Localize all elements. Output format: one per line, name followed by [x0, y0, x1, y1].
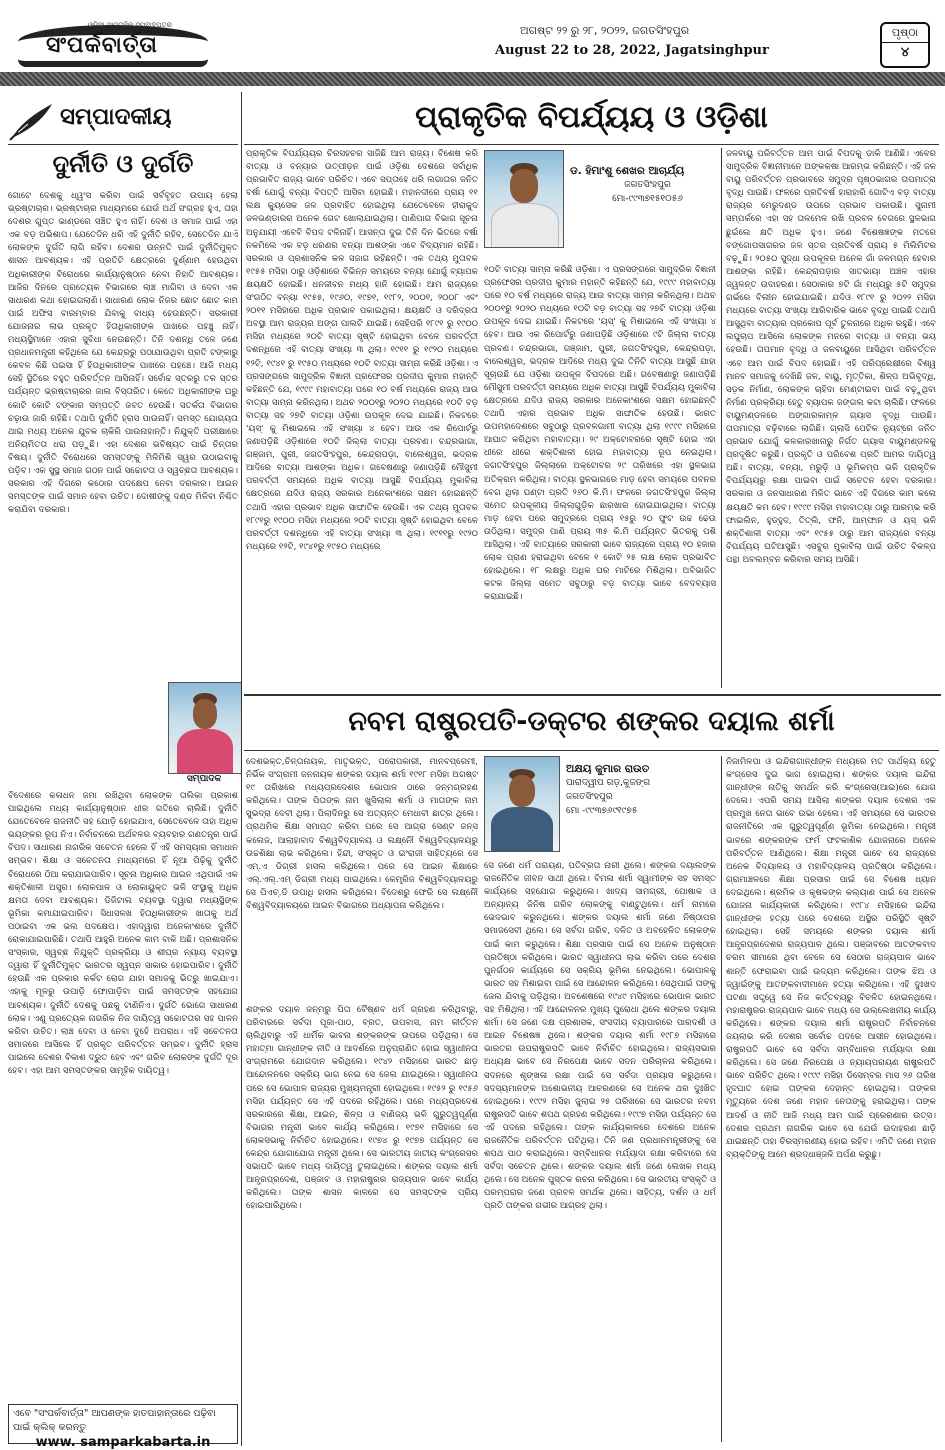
quill-pen-icon [8, 102, 58, 142]
article2-author-photo [484, 756, 560, 852]
article1-title-rule [244, 144, 939, 145]
editor-photo [168, 682, 242, 774]
article1-col-divider [721, 148, 722, 688]
article2-col1-bottom: ଶଙ୍କର ଦୟାଳ ଜନ୍ମରୁ ପିତା ବୈଷ୍ଣବ ଧର୍ମ ଗ୍ରହଣ କରିଥିବାରୁ, ପରିବାରରେ ସର୍ବଦା ପୂଜା-ପାଠ, ବ୍ରତ, ଉପବାସ, ନାମ କୀର୍ତ୍ତନ ଚାଲିଥିବାରୁ ଏହି ଧାର୍ମିକ ଭାବନା ଶଙ୍କରଙ୍କ ଉପରେ ପଡ଼ିଥିଲା। ସେ ମହାତ୍ମା ଗାନ୍ଧୀଙ୍କ ନୀତି ଓ ଆଦର୍ଶରେ ଅନୁପ୍ରାଣିତ ହୋଇ ସ୍ୱାଧୀନତା ସଂଗ୍ରାମରେ ଯୋଗଦାନ କରିଥିଲେ। ୧୯୪୨ ମସିହାରେ ଭାରତ ଛାଡ଼ ଆନ୍ଦୋଳନରେ ସକ୍ରିୟ ଭାଗ ନେଇ ସେ ଜେଲ ଯାଇଥିଲେ। ସ୍ୱାଧୀନତା ପରେ ସେ ଭୋପାଳ ରାଜ୍ୟର ମୁଖ୍ୟମନ୍ତ୍ରୀ ହୋଇଥିଲେ। ୧୯୫୨ ରୁ ୧୯୫୬ ମସିହା ପର୍ଯ୍ୟନ୍ତ ସେ ଏହି ପଦରେ ରହିଥିଲେ। ପରେ ମଧ୍ୟପ୍ରଦେଶ ସରକାରରେ ଶିକ୍ଷା, ଆଇନ, ଶିଳ୍ପ ଓ ବାଣିଜ୍ୟ ଭଳି ଗୁରୁତ୍ୱପୂର୍ଣ୍ଣ ବିଭାଗର ମନ୍ତ୍ରୀ ଭାବେ କାର୍ଯ୍ୟ କରିଥିଲେ। ୧୯୭୧ ମସିହାରେ ସେ ଲୋକସଭାକୁ ନିର୍ବାଚିତ ହୋଇଥିଲେ। ୧୯୭୪ ରୁ ୧୯୭୭ ପର୍ଯ୍ୟନ୍ତ ସେ କେନ୍ଦ୍ର ଯୋଗାଯୋଗ ମନ୍ତ୍ରୀ ଥିଲେ। ସେ ଭାରତୀୟ ଜାତୀୟ କଂଗ୍ରେସର ସଭାପତି ଭାବେ ମଧ୍ୟ ଦାୟିତ୍ୱ ତୁଲାଇଥିଲେ। ଶଙ୍କର ଦୟାଲ ଶର୍ମା ଆନ୍ଧ୍ରପ୍ରଦେଶ, ପଞ୍ଜାବ ଓ ମହାରାଷ୍ଟ୍ରର ରାଜ୍ୟପାଳ ଭାବେ କାର୍ଯ୍ୟ କରିଥିଲେ। ତାଙ୍କ ଶାସନ କାଳରେ ସେ ସମସ୍ତଙ୍କ ପ୍ରିୟ ହୋଇପାରିଥିଲେ। [246, 1005, 478, 1212]
logo-text: ସଂପର୍କବାର୍ତ୍ତା [46, 33, 158, 58]
article-natural-disaster [244, 92, 939, 692]
article-separator [244, 694, 941, 696]
page-number: ୪ [900, 45, 910, 60]
article2-col1-top: ଦେଶଭକ୍ତ,ଚିନ୍ତାନାୟକ, ମାତୃଭକ୍ତ, ପରୋପକାରୀ, ମାନବପ୍ରେମୀ, ନିର୍ଭିକ ସଂଗ୍ରାମୀ ଜନନାୟକ ଶଙ୍କର ଦୟାଲ ଶର୍ମା ୧୯୧୮ ମସିହା ଅଗଷ୍ଟ ୧୯ ତାରିଖରେ ମଧ୍ୟପ୍ରଦେଶର ଭୋପାଳ ଠାରେ ଜନ୍ମଗ୍ରହଣ କରିଥିଲେ। ତାଙ୍କ ପିତାଙ୍କ ନାମ ଖୁସିଲାଲ ଶର୍ମା ଓ ମାତାଙ୍କ ନାମ ସୁଭଦ୍ରା ଦେବୀ ଥିଲା। ପିଲାଦିନରୁ ସେ ଅତ୍ୟନ୍ତ ମେଧାବୀ ଛାତ୍ର ଥିଲେ। ପ୍ରାଥମିକ ଶିକ୍ଷା ସମାପ୍ତ କରିବା ପରେ ସେ ଆଗ୍ରା ସେଣ୍ଟ ଜନ୍ସ କଲେଜ, ଆଲାହାବାଦ ବିଶ୍ୱବିଦ୍ୟାଳୟ ଓ ଲକ୍ଷ୍ନୌ ବିଶ୍ୱବିଦ୍ୟାଳୟରୁ ଉଚ୍ଚଶିକ୍ଷା ଲାଭ କରିଥିଲେ। ହିନ୍ଦୀ, ସଂସ୍କୃତ ଓ ଇଂରାଜୀ ସାହିତ୍ୟରେ ସେ ଏମ୍.ଏ ଡିଗ୍ରୀ ହାସଲ କରିଥିଲେ। ପରେ ସେ ଆଇନ ଶିକ୍ଷାରେ ଏଲ୍.ଏଲ୍.ଏମ୍ ଡିଗ୍ରୀ ମଧ୍ୟ ପାଇଥିଲେ। କେମ୍ବ୍ରିଜ ବିଶ୍ୱବିଦ୍ୟାଳୟରୁ ସେ ପିଏଚ୍.ଡି ଉପାଧି ହାସଲ କରିଥିଲେ। ବିଦେଶରୁ ଫେରି ସେ ଲକ୍ଷ୍ନୌ ବିଶ୍ୱବିଦ୍ୟାଳୟରେ ଆଇନ ବିଭାଗରେ ଅଧ୍ୟାପନା କରିଥିଲେ। [246, 757, 478, 912]
article2-author-addr2: ଜଗତସିଂହପୁର [566, 792, 613, 802]
article1-author-name: ଡ. ହିମାଂଶୁ ଶେଖର ଆଚାର୍ଯ୍ୟ [570, 165, 685, 177]
article2-col2: ସେ ଜଣେ ଧର୍ମ ପରାୟଣ, ପତିବ୍ରତା ନାରୀ ଥିଲେ। ଶଙ୍କର ଦୟାଲଙ୍କ ରାଜନୈତିକ ଜୀବନ ସାଥୀ ଥିଲେ। ବିମଳା ଶର୍ମା ସ୍ୱାମୀଙ୍କ ସହ ସମସ୍ତ କାର୍ଯ୍ୟରେ ସହଯୋଗ କରୁଥିଲେ। ଖାଦ୍ୟ ସାମଗ୍ରୀ, ପୋଷାକ ଓ ଅନ୍ୟାନ୍ୟ ଜିନିଷ ଗରିବ ଲୋକଙ୍କୁ ବାଣ୍ଟୁଥିଲେ। ଧର୍ମ ନାମରେ ଭେଦଭାବ କରୁନଥିଲେ। ଶଙ୍କର ଦୟାଲ ଶର୍ମା ଜଣେ ନିଷ୍ଠାପର ସମାଜସେବୀ ଥିଲେ। ସେ ସର୍ବଦା ଗରିବ, ଦଳିତ ଓ ଅବହେଳିତ ଲୋକଙ୍କ ପାଇଁ କାମ କରୁଥିଲେ। ଶିକ୍ଷା ପ୍ରସାର ପାଇଁ ସେ ଅନେକ ଅନୁଷ୍ଠାନ ପ୍ରତିଷ୍ଠା କରିଥିଲେ। ଭାରତ ସ୍ୱାଧୀନତା ଲାଭ କରିବା ପରେ ଦେଶର ପୁନର୍ଗଠନ କାର୍ଯ୍ୟରେ ସେ ସକ୍ରିୟ ଭୂମିକା ନେଇଥିଲେ। ଭୋପାଳକୁ ଭାରତ ସହ ମିଶାଇବା ପାଇଁ ସେ ଆନ୍ଦୋଳନ କରିଥିଲେ। ସେଥିପାଇଁ ତାଙ୍କୁ ଜେଲ ଯିବାକୁ ପଡ଼ିଥିଲା। ଅବଶେଷରେ ୧୯୪୯ ମସିହାରେ ଭୋପାଳ ଭାରତ ସହ ମିଶିଥିଲା। ଏହି ଆନ୍ଦୋଳନର ମୁଖ୍ୟ ପୁରୋଧା ଥିଲେ ଶଙ୍କର ଦୟାଲ ଶର୍ମା। ସେ ଜଣେ ଦକ୍ଷ ପ୍ରଶାସକ, ସଂସଦୀୟ ବ୍ୟାପାରରେ ପାରଦର୍ଶୀ ଓ ଆଇନ ବିଶେଷଜ୍ଞ ଥିଲେ। ଶଙ୍କର ଦୟାଲ ଶର୍ମା ୧୯୮୭ ମସିହାରେ ଭାରତର ଉପରାଷ୍ଟ୍ରପତି ଭାବେ ନିର୍ବାଚିତ ହୋଇଥିଲେ। ରାଜ୍ୟସଭାର ଅଧ୍ୟକ୍ଷ ଭାବେ ସେ ନିରପେକ୍ଷ ଭାବେ ସଦନ ପରିଚାଳନା କରିଥିଲେ। ସଦନରେ ଶୃଙ୍ଖଳା ରକ୍ଷା ପାଇଁ ସେ ସର୍ବଦା ପ୍ରୟାସ କରୁଥିଲେ। ସଦସ୍ୟମାନଙ୍କ ଅଶୋଭନୀୟ ଆଚରଣରେ ସେ ଅନେକ ଥର ଦୁଃଖିତ ହୋଇଥିଲେ। ୧୯୯୨ ମସିହା ଜୁଲାଇ ୨୫ ତାରିଖରେ ସେ ଭାରତର ନବମ ରାଷ୍ଟ୍ରପତି ଭାବେ ଶପଥ ଗ୍ରହଣ କରିଥିଲେ। ୧୯୯୭ ମସିହା ପର୍ଯ୍ୟନ୍ତ ସେ ଏହି ପଦରେ ରହିଥିଲେ। ତାଙ୍କ କାର୍ଯ୍ୟକାଳରେ ଦେଶରେ ଅନେକ ରାଜନୈତିକ ପରିବର୍ତ୍ତନ ଘଟିଥିଲା। ତିନି ଜଣ ପ୍ରଧାନମନ୍ତ୍ରୀଙ୍କୁ ସେ ଶପଥ ପାଠ କରାଇଥିଲେ। ସମ୍ବିଧାନର ମର୍ଯ୍ୟାଦା ରକ୍ଷା କରିବାରେ ସେ ସର୍ବଦା ସଚେତନ ଥିଲେ। ଶଙ୍କର ଦୟାଲ ଶର୍ମା ଜଣେ ଲେଖକ ମଧ୍ୟ ଥିଲେ। ସେ ଅନେକ ପୁସ୍ତକ ରଚନା କରିଥିଲେ। ସେ ଭାରତୀୟ ସଂସ୍କୃତି ଓ ପରମ୍ପରାର ଜଣେ ପ୍ରବଳ ସମର୍ଥକ ଥିଲେ। ସାହିତ୍ୟ, ଦର୍ଶନ ଓ ଧର୍ମ ପ୍ରତି ତାଙ୍କର ଗଭୀର ଆଗ୍ରହ ଥିଲା। [484, 861, 716, 1212]
logo-tagline: ଓଡ଼ିଆ ସାପ୍ତାହିକ ସମ୍ବାଦପତ୍ର [88, 21, 172, 29]
article-president-sharma [244, 698, 939, 1448]
article2-author-phone: ମୋ -୯୯୩୭୬୯୧୯୭୫ [566, 806, 638, 816]
article2-author-name: ଅକ୍ଷୟ କୁମାର ରାଉତ [566, 763, 650, 775]
editor-photo-caption: ସମ୍ପାଦକ [186, 774, 222, 784]
article2-col3: ନିଜାମିଳପା ଓ ଇନ୍ଦିରାଗାନ୍ଧୀଙ୍କ ମଧ୍ୟରେ ମତ ପାର୍ଥକ୍ୟ ହେତୁ କଂଗ୍ରେସ ଦୁଇ ଭାଗ ହୋଇଥିଲା। ଶଙ୍କର ଦୟାଲ ଇନ୍ଦିରା ଗାନ୍ଧୀଙ୍କ ନାତିକୁ ସମର୍ଥନ କରି କଂଗ୍ରେସ(ଆଇ)ରେ ଯୋଗ ଦେଲେ। ଏପରି ସମୟ ଆସିଲା ଶଙ୍କର ଦୟାଳ ଦେଶର ଏକ ପ୍ରମୁଖ ନେତା ଭାବେ ଉଭା ହେଲେ। ଏହି ସମୟରେ ସେ ଭାରତର ରାଜନୀତିରେ ଏକ ଗୁରୁତ୍ୱପୂର୍ଣ୍ଣ ଭୂମିକା ନେଇଥିଲେ। ମନ୍ତ୍ରୀ ଭାବରେ ଶଙ୍କରଙ୍କ ଫର୍ମ ଫଟକାଶିକ ଯୋଜନାରେ ଅନେକ ପରିବର୍ତ୍ତନ ଆଣିଥିଲେ। ଶିକ୍ଷା ମନ୍ତ୍ରୀ ଭାବେ ସେ ରାଜ୍ୟରେ ଅନେକ ବିଦ୍ୟାଳୟ ଓ ମହାବିଦ୍ୟାଳୟ ପ୍ରତିଷ୍ଠା କରିଥିଲେ। ଗ୍ରାମାଞ୍ଚଳରେ ଶିକ୍ଷା ପ୍ରସାର ପାଇଁ ସେ ବିଶେଷ ଧ୍ୟାନ ଦେଇଥିଲେ। ଶ୍ରମିକ ଓ କୃଷକଙ୍କ କଲ୍ୟାଣ ପାଇଁ ସେ ଅନେକ ଯୋଜନା କାର୍ଯ୍ୟକାରୀ କରିଥିଲେ। ୧୯୮୪ ମସିହାରେ ଇନ୍ଦିରା ଗାନ୍ଧୀଙ୍କ ହତ୍ୟା ପରେ ଦେଶରେ ଅସ୍ଥିର ପରିସ୍ଥିତି ସୃଷ୍ଟି ହୋଇଥିଲା। ସେହି ସମୟରେ ଶଙ୍କର ଦୟାଲ ଶର୍ମା ଆନ୍ଧ୍ରପ୍ରଦେଶର ରାଜ୍ୟପାଳ ଥିଲେ। ପଞ୍ଜାବରେ ଆତଙ୍କବାଦ ଚରମ ସୀମାରେ ଥିବା ବେଳେ ସେ ସେଠାର ରାଜ୍ୟପାଳ ଭାବେ ଶାନ୍ତି ଫେରାଇବା ପାଇଁ ଉଦ୍ୟମ କରିଥିଲେ। ତାଙ୍କ ଝିଅ ଓ ଜ୍ୱାଇଁଙ୍କୁ ଆତଙ୍କବାଦୀମାନେ ହତ୍ୟା କରିଥିଲେ। ଏହି ଦୁଃଖଦ ଘଟଣା ସତ୍ତ୍ୱେ ସେ ନିଜ କର୍ତ୍ତବ୍ୟରୁ ବିଚଳିତ ହୋଇନଥିଲେ। ମହାରାଷ୍ଟ୍ରର ରାଜ୍ୟପାଳ ଭାବେ ମଧ୍ୟ ସେ ଉଲ୍ଲେଖନୀୟ କାର୍ଯ୍ୟ କରିଥିଲେ। ଶଙ୍କର ଦୟାଲ ଶର୍ମା ରାଷ୍ଟ୍ରପତି ନିର୍ବାଚନରେ ଜୟଲାଭ କରି ଦେଶର ସର୍ବୋଚ୍ଚ ପଦରେ ଆସୀନ ହୋଇଥିଲେ। ରାଷ୍ଟ୍ରପତି ଭାବେ ସେ ସର୍ବଦା ସମ୍ବିଧାନର ମର୍ଯ୍ୟାଦା ରକ୍ଷା କରିଥିଲେ। ସେ ଜଣେ ନିରପେକ୍ଷ ଓ ନ୍ୟାୟପରାୟଣ ରାଷ୍ଟ୍ରପତି ଭାବେ ପରିଚିତ ଥିଲେ। ୧୯୯୯ ମସିହା ଡିସେମ୍ବର ମାସ ୨୬ ତାରିଖ ହୃଦଘାତ ହୋଇ ତାଙ୍କର ଦେହାନ୍ତ ହୋଇଥିଲା। ତାଙ୍କର ମୃତ୍ୟୁରେ ଦେଶ ଜଣେ ମହାନ ନେତାଙ୍କୁ ହରାଇଥିଲା। ତାଙ୍କ ଆଦର୍ଶ ଓ ନୀତି ଆଜି ମଧ୍ୟ ଆମ ପାଇଁ ପ୍ରେରଣାର ଉତ୍ସ। ଦେଶର ପ୍ରଥମ ନାଗରିକ ଭାବେ ସେ ଯେଉଁ ଉଦାହରଣ ଛାଡ଼ି ଯାଇଛନ୍ତି ତାହା ଚିରସ୍ମରଣୀୟ ହୋଇ ରହିବ। ଏମିତି ଜଣେ ମହାନ ବ୍ୟକ୍ତିଙ୍କୁ ଆମେ ଶ୍ରଦ୍ଧାଞ୍ଜଳି ଅର୍ପଣ କରୁଛୁ। [726, 757, 936, 1160]
article2-author-addr1: ପାରାଦ୍ୱୀପ ଗଡ଼,କୁଜଙ୍ଗ [566, 778, 651, 788]
editorial-body-top: ଗୋଟେ ଦେଶକୁ ଧ୍ୱଂସ କରିବା ପାଇଁ ସର୍ବବୃହତ ଉପାୟ ହେଲା ଭ୍ରଷ୍ଟାଚାର। ଭ୍ରଷ୍ଟାଚାର ମାଧ୍ୟମରେ ଯେଉଁ ଅର୍ଥ ସଂଗ୍ରହ ହୁଏ, ତାହା ଦେଶର ଗୁପ୍ତ ଭାଣ୍ଡରେ ସଞ୍ଚିତ ହୁଏ ନାହିଁ। ଦେଶ ଓ ସମାଜ ପାଇଁ ଏହା ଏକ ବଡ଼ ଅଭିଶାପ। ଯେତେଦିନ ଧରି ଏହି ଦୁର୍ନୀତି ରହିବ, ସେତେଦିନ ଯାଏଁ ଲୋକଙ୍କ ଦୁର୍ଗତି ଲାଗି ରହିବ। ଦେଶର ଉନ୍ନତି ପାଇଁ ଦୁର୍ନୀତିମୁକ୍ତ ଶାସନ ଆବଶ୍ୟକ। ଏହି ପ୍ରତିଟି କ୍ଷେତ୍ରରେ ଦୁର୍ଣ୍ଣାମ ହେଉଥିବା ଅଧିକାରୀଙ୍କ ବିରୋଧରେ କାର୍ଯ୍ୟାନୁଷ୍ଠାନ ନେବା ନିହାତି ଆବଶ୍ୟକ। ଆଜିର ଦିନରେ ପ୍ରତ୍ୟେକ ବିଭାଗରେ ଲାଞ୍ଚ ମାଗିବା ଓ ଦେବା ଏକ ସାଧାରଣ କଥା ହୋଇଗଲାଣି। ସାଧାରଣ ଲୋକ ନିଜର ଛୋଟ ଛୋଟ କାମ ପାଇଁ ଅଫିସ ବାରମ୍ବାର ଯିବାକୁ ବାଧ୍ୟ ହେଉଛନ୍ତି। ସରକାରୀ ଯୋଜନାର ଲାଭ ପ୍ରକୃତ ହିତାଧିକାରୀଙ୍କ ପାଖରେ ପହଞ୍ଚୁ ନାହିଁ। ମଧ୍ୟସ୍ଥିମାନେ ଏହାର ସୁବିଧା ନେଉଛନ୍ତି। ତିନି ଦଶନ୍ଧି ତଳେ ଜଣେ ପ୍ରଧାନମନ୍ତ୍ରୀ କହିଥିଲେ ଯେ କେନ୍ଦ୍ରରୁ ପଠାଯାଉଥିବା ପ୍ରତି ଟଙ୍କାରୁ କେବଳ କିଛି ପଇସା ହିଁ ହିତାଧିକାରୀଙ୍କ ପାଖରେ ପହଞ୍ଚେ। ଆଜି ମଧ୍ୟ ସେହି ସ୍ଥିତିରେ ବହୁତ ପରିବର୍ତ୍ତନ ଆସିନାହିଁ। ସର୍ବୋଚ୍ଚ ସ୍ତରରୁ ତଳ ସ୍ତର ପର୍ଯ୍ୟନ୍ତ ଭ୍ରଷ୍ଟାଚାରର ଜାଲ ବିସ୍ତାରିତ। କେତେ ଅଧିକାରୀଙ୍କ ଘରୁ କୋଟି କୋଟି ଟଙ୍କାର ସମ୍ପତ୍ତି ଜବତ ହେଉଛି। ସତର୍କତା ବିଭାଗର ଚଢ଼ାଉ ଜାରି ରହିଛି। ତଥାପି ଦୁର୍ନୀତି ହ୍ରାସ ପାଉନାହିଁ। ସମସ୍ତ ଯୋଗ୍ୟତା ଥାଇ ମଧ୍ୟ ଅନେକ ଯୁବକ ଚାକିରି ପାଉନାହାନ୍ତି। ନିଯୁକ୍ତି ପରୀକ୍ଷାରେ ଅନିୟମିତତା ଧରା ପଡ଼ୁଛି। ଏହା ଦେଶର ଭବିଷ୍ୟତ ପାଇଁ ଚିନ୍ତାର ବିଷୟ। ଦୁର୍ନୀତି ବିରୋଧରେ ସମସ୍ତଙ୍କୁ ମିଳିମିଶି ସ୍ୱର ଉଠାଇବାକୁ ପଡ଼ିବ। ଏକ ସୁସ୍ଥ ସମାଜ ଗଠନ ପାଇଁ ସଚ୍ଚୋଟତା ଓ ସ୍ୱଚ୍ଛତା ଆବଶ୍ୟକ। ସରକାର ଏହି ଦିଗରେ କଠୋର ପଦକ୍ଷେପ ନେବା ଦରକାର। ଆଇନ ସମସ୍ତଙ୍କ ପାଇଁ ସମାନ ହେବା ଉଚିତ। ଦୋଷୀଙ୍କୁ ଦଣ୍ଡ ମିଳିବା ନିଶ୍ଚିତ କରାଯିବା ଦରକାର। [8, 191, 238, 516]
editorial-title: ଦୁର୍ନୀତି ଓ ଦୁର୍ଗତି [52, 150, 194, 178]
page-label: ପୃଷ୍ଠା [882, 24, 928, 43]
masthead [0, 0, 945, 92]
issue-date-odia: ଅଗଷ୍ଟ ୨୨ ରୁ ୨୮, ୨୦୨୨, ଜଗତସିଂହପୁର [520, 24, 690, 37]
column-divider [241, 92, 242, 1446]
article1-author-photo [484, 150, 564, 248]
article2-col-divider [721, 756, 722, 1442]
article1-title: ପ୍ରାକୃତିକ ବିପର୍ଯ୍ୟୟ ଓ ଓଡ଼ିଶା [415, 100, 768, 135]
article1-col3: ଜଳବାୟୁ ପରିବର୍ତ୍ତନ ଆମ ପାଇଁ ବିପଦକୁ ଡାକି ଆଣିଛି। ଏବେର ସାମୁଦ୍ରିକ ବିଜ୍ଞାନୀମାନେ ଅଙ୍କକଷା ଆରମ୍ଭ କରିଛନ୍ତି। ଏହି ଜଳ ବାୟୁ ପରିବର୍ତ୍ତନ ପ୍ରଭାବରେ ସମୁଦ୍ର ପୃଷ୍ଠଭାଗର ତାପମାତ୍ରା ବୃଦ୍ଧି ପାଉଛି। ଫଳରେ ପ୍ରତିବର୍ଷ ହାରାହାରି ଗୋଟିଏ ବଡ଼ ବାତ୍ୟା ରାଜ୍ୟର ମେରୁଦଣ୍ଡ ଉପରେ ପ୍ରଭାବ ପକାଉଛି। ସୁନାମୀ ସମ୍ପର୍କରେ ଏହା ସହ ତାଳମେଳ ରଖି ପ୍ରବଳ ବେଗରେ ସ୍ଥଳଭାଗ ଛୁଇଁଲେ କ୍ଷତି ଅଧିକ ହୁଏ। ଜଣେ ବିଶେଷଜ୍ଞଙ୍କ ମତରେ ବଙ୍ଗୋପସାଗରର ଜଳ ସ୍ତର ପ୍ରତିବର୍ଷ ପ୍ରାୟ ୫ ମିଲିମିଟର ବଢ଼ୁଛି। ୨୦୫୦ ସୁଦ୍ଧା ଉପକୂଳର ଅନେକ ଗାଁ ଜଳମଗ୍ନ ହେବାର ଆଶଙ୍କା ରହିଛି। କେନ୍ଦ୍ରାପଡ଼ାର ସାତଭାୟା ଅଞ୍ଚଳ ଏହାର ଜ୍ୱଳନ୍ତ ଉଦାହରଣ। ସେଠାକାର ୭ଟି ଗାଁ ମଧ୍ୟରୁ ୫ଟି ସମୁଦ୍ର ଗର୍ଭରେ ବିଲୀନ ହୋଇଯାଇଛି। ଯଦିଓ ୧୮୯୧ ରୁ ୨୦୨୨ ମସିହା ମଧ୍ୟରେ ବାତ୍ୟା ସଂଖ୍ୟା ଆରିବାରିକ ଭାବେ ବୃଦ୍ଧି ପାଇଛି ତଥାପି ଆସୁଥିବା ବାତ୍ୟାର ପ୍ରକୋପ ପୂର୍ବ ତୁଳନାରେ ଅଧିକ ରହୁଛି। ଏବେ ଲଘୁଚାପ ଆସିଲେ ଲୋକଙ୍କ ମନରେ ବାତ୍ୟା ଓ ବନ୍ୟା ଭୟ ହେଉଛି। ତାପମାନ ବୃଦ୍ଧି ଓ ଜଳବାୟୁରେ ଆସିଥିବା ପରିବର୍ତ୍ତନ ଏବେ ଆମ ପାଇଁ ବିପଦ ହୋଇଛି। ଏହି ପରିପ୍ରେକ୍ଷୀରେ ବିଶ୍ୱ ମାନବ ସମାଜକୁ ଦେଖିଛି ଜଳ, ବାୟୁ, ମୃତ୍ତିକା, ଶିଳ୍ପ ଅଭିବୃଦ୍ଧି, ସଡ଼କ ନିର୍ମାଣ, ଲୋକଙ୍କ ଚାହିଦା ମେଣ୍ଟାଇବା ପାଇଁ ବଢ଼ୁଥିବା ନିର୍ମାଣ ପ୍ରକ୍ରିୟା ହେତୁ ବ୍ୟାପକ ଜଙ୍ଗଲ କଟା ଚାଲିଛି। ଫଳରେ ବାୟୁମଣ୍ଡଳରେ ଅଙ୍ଗାରକାମ୍ଳ ଗ୍ୟାସ ବୃଦ୍ଧି ପାଉଛି। ତାପମାତ୍ରା ବଢ଼ିବାରେ ଲାଗିଛି। ଗ୍ଲାସି ପେଟିକ ନ୍ୟୁଟ୍ରେ ଜନିତ ପ୍ରଭାବ ଯୋଗୁଁ କଳକାରଖାନାରୁ ନିର୍ଗତ ଗ୍ୟାସ ବାୟୁମଣ୍ଡଳକୁ ପ୍ରଦୂଷିତ କରୁଛି। ପ୍ରକୃତି ଓ ପରିବେଶ ପ୍ରତି ଆମର ଦାୟିତ୍ୱ ଅଛି। ବାତ୍ୟା, ବନ୍ୟା, ମରୁଡ଼ି ଓ ଭୂମିକମ୍ପ ଭଳି ପ୍ରାକୃତିକ ବିପର୍ଯ୍ୟୟରୁ ରକ୍ଷା ପାଇବା ପାଇଁ ସଚେତନ ହେବା ଦରକାର। ସରକାର ଓ ଜନସାଧାରଣ ମିଳିତ ଭାବେ ଏହି ଦିଗରେ କାମ କଲେ କ୍ଷୟକ୍ଷତି କମ ହେବ। ୧୯୯୯ ମସିହା ମହାବାତ୍ୟା ଠାରୁ ଆରମ୍ଭ କରି ଫାଇଲିନ, ହୁଡ୍‌ହୁଦ, ତିତ୍‌ଲି, ଫନି, ଆମ୍ଫାନ ଓ ୟସ୍ ଭଳି ଶକ୍ତିଶାଳୀ ବାତ୍ୟା ଏବଂ ୧୯୫୫ ଠାରୁ ଆମ ରାଜ୍ୟରେ ବନ୍ୟା ବିପର୍ଯ୍ୟୟ ଘଟିଆସୁଛି। ଏସବୁର ମୁକାବିଲା ପାଇଁ ଉଚିତ ବିକଳ୍ପ ପନ୍ଥା ଅବଲମ୍ବନ କରିବାର ସମୟ ଆସିଛି। [726, 149, 936, 565]
editorial-label: ସମ୍ପାଦକୀୟ [60, 104, 172, 130]
article2-title: ନବମ ରାଷ୍ଟ୍ରପତି-ଡକ୍ଟର ଶଙ୍କର ଦୟାଲ ଶର୍ମା [348, 706, 835, 737]
article1-author-box [484, 150, 724, 260]
article1-author-phone: ମୋ-୯୯୩୭୧୫୧୦୫୬ [612, 194, 683, 204]
article1-author-place: ଜଗତସିଂହପୁର [624, 180, 671, 190]
article2-author-box [484, 756, 724, 856]
issue-date-english: August 22 to 28, 2022, Jagatsinghpur [495, 43, 769, 58]
masthead-band [0, 72, 945, 86]
editorial-header-rule [8, 144, 238, 145]
editorial-body-bottom: ବିଦେଶରେ କଳାଧନ ଜମା ରଖିଥିବା ଲୋକଙ୍କ ତାଲିକା ପ୍ରକାଶ ପାଇଥିଲେ ମଧ୍ୟ କାର୍ଯ୍ୟାନୁଷ୍ଠାନ ଧୀର ଗତିରେ ଚାଲିଛି। ଦୁର୍ନୀତି ଯେତେବେଳେ ରାଜନୀତି ସହ ଯୋଡ଼ି ହୋଇଯାଏ, ସେତେବେଳେ ତାହା ଅଧିକ ଭୟଙ୍କର ରୂପ ନିଏ। ନିର୍ବାଚନରେ ଅର୍ଥବଳର ବ୍ୟବହାର ଗଣତନ୍ତ୍ର ପାଇଁ ବିପଦ। ସାଧାରଣ ନାଗରିକ ସଚେତନ ହେଲେ ହିଁ ଏହି ସମସ୍ୟାର ସମାଧାନ ସମ୍ଭବ। ଶିକ୍ଷା ଓ ସଚେତନତା ମାଧ୍ୟମରେ ହିଁ ନୂଆ ପିଢ଼ିକୁ ଦୁର୍ନୀତି ବିରୋଧରେ ଠିଆ କରାଯାଇପାରିବ। ସୂଚନା ଅଧିକାର ଆଇନ ଏଥିପାଇଁ ଏକ ଶକ୍ତିଶାଳୀ ଅସ୍ତ୍ର। ଲୋକପାଳ ଓ ଲୋକାୟୁକ୍ତ ଭଳି ସଂସ୍ଥାକୁ ଅଧିକ କ୍ଷମତା ଦେବା ଆବଶ୍ୟକ। ଡିଜିଟାଲ ବ୍ୟବସ୍ଥା ଦ୍ୱାରା ମଧ୍ୟସ୍ଥିଙ୍କ ଭୂମିକା କମାଯାଇପାରିବ। ସିଧାସଳଖ ହିତାଧିକାରୀଙ୍କ ଖାତାକୁ ଅର୍ଥ ପଠାଇବା ଏକ ଭଲ ପଦକ୍ଷେପ। ଏହାଦ୍ୱାରା ଅନେକାଂଶରେ ଦୁର୍ନୀତି ରୋକାଯାଇପାରିଛି। ତଥାପି ଆହୁରି ଅନେକ କାମ ବାକି ଅଛି। ପ୍ରଶାସନିକ ସଂସ୍କାର, ସ୍ୱଚ୍ଛ ନିଯୁକ୍ତି ପ୍ରକ୍ରିୟା ଓ ଶୀଘ୍ର ନ୍ୟାୟ ବ୍ୟବସ୍ଥା ଦ୍ୱାରା ହିଁ ଦୁର୍ନୀତିମୁକ୍ତ ଭାରତର ସ୍ୱପ୍ନ ସାକାର ହୋଇପାରିବ। ଦୁର୍ନୀତି ହେଉଛି ଏକ ପ୍ରକାର କର୍କଟ ରୋଗ ଯାହା ସମାଜକୁ ଭିତରୁ ଖାଇଯାଏ। ଏହାକୁ ମୂଳରୁ ଉପାଡ଼ି ଫୋପାଡ଼ିବା ପାଇଁ ସମସ୍ତଙ୍କ ସହଯୋଗ ଆବଶ୍ୟକ। ଦୁର୍ନୀତି ଦେଶକୁ ପଛକୁ ଟାଣିନିଏ। ଦୁର୍ଗତି ଭୋଗେ ସାଧାରଣ ଲୋକ। ଏଣୁ ପ୍ରତ୍ୟେକ ନାଗରିକ ନିଜ ଦାୟିତ୍ୱ ସଚ୍ଚୋଟତାର ସହ ପାଳନ କରିବା ଉଚିତ। ଲାଞ୍ଚ ଦେବା ଓ ନେବା ଦୁହେଁ ଅପରାଧ। ଏହି ସଚେତନତା ସମାଜରେ ଆସିଲେ ହିଁ ପ୍ରକୃତ ପରିବର୍ତ୍ତନ ସମ୍ଭବ। ଦୁର୍ନୀତି ହ୍ରାସ ପାଇଲେ ଦେଶର ବିକାଶ ଦ୍ରୁତ ହେବ ଏବଂ ଗରିବ ଲୋକଙ୍କ ଦୁର୍ଗତି ଦୂର ହେବ। ଏହା ଆମ ସମସ୍ତଙ୍କର ସାମୂହିକ ଦାୟିତ୍ୱ। [8, 791, 238, 1076]
article1-col1: ପ୍ରାକୃତିକ ବିପର୍ଯ୍ୟୟର ଚିରସହଚର ସାଜିଛି ଆମ ରାଜ୍ୟ। ବିଶେଷ କରି ବାତ୍ୟା ଓ ବନ୍ୟାର ଉତ୍ପୀଡ଼ନ ପାଇଁ ଓଡ଼ିଶା ଦେଶରେ ସର୍ବାଧିକ ପ୍ରଭାବିତ ରାଜ୍ୟ ଭାବେ ପରିଚିତ। ଏବେ ସପ୍ତାହେ ଧରି ଲଗାତାର ଜନିତ ବର୍ଷା ଯୋଗୁଁ ବନ୍ୟା ବିପତ୍ତି ଆସିବା ହୋଇଛି। ମହାନଦୀରେ ପ୍ରାୟ ୧୧ ଲକ୍ଷ କ୍ୟୁସେକ ଜଳ ପ୍ରବାହିତ ହୋଇଥିଲା ଯେତେବେଳେ ହୀରାକୁଦ ଜଳଭଣ୍ଡାରର ଅନେକ ଗେଟ ଖୋଲାଯାଇଥିଲା। ପାଣିପାଗ ବିଭାଗ ସୂଚନା ଅନୁଯାୟୀ ଏବେବି ବିପଦ ଟଳିନାହିଁ। ଆସନ୍ତା ଦୁଇ ତିନି ଦିନ ଭିତରେ ବର୍ଷା ନକମିଲେ ଏକ ବଡ଼ ଧରଣର ବନ୍ୟା ଆଶଙ୍କା ଏବେ ବିଦ୍ୟମାନ ରହିଛି। ସରକାର ଓ ପ୍ରଶାସନିକ କଳ ସଜାଗ ରହିଛନ୍ତି। ଏକ ତଥ୍ୟ ମୁତାବକ ୧୯୫୫ ମସିହା ଠାରୁ ଓଡ଼ିଶାରେ ବିଭିନ୍ନ ସମୟରେ ବନ୍ୟା ଯୋଗୁଁ ବ୍ୟାପକ କ୍ଷୟକ୍ଷତି ହୋଇଛି। ଧନଜୀବନ ମଧ୍ୟ ହାନି ହୋଇଛି। ଆମ ରାଜ୍ୟରେ ସଂଗଠିତ ବନ୍ୟା ୧୯୫୫, ୧୯୬୦, ୧୯୭୧, ୧୯୮୨, ୨୦୦୧, ୨୦୦୮ ଏବଂ ୨୦୧୧ ମସିହାରେ ଅଧିକ ପ୍ରଭାବ ପକାଇଥିଲା। କ୍ଷୟକ୍ଷତି ଓ ଦରିଦ୍ରତା ଅବସ୍ଥା ଆମ ରାଜ୍ୟର ଅଙ୍ଗ ପାଲଟି ଯାଇଛି। ସେହିପରି ୧୮୯୧ ରୁ ୧୯୦୦ ମସିହା ମଧ୍ୟରେ ୨୦ଟି ବାତ୍ୟା ସୃଷ୍ଟି ହୋଇଥିବା ବେଳେ ପରବର୍ତ୍ତୀ ଦଶନ୍ଧିରେ ଏହି ବାତ୍ୟା ସଂଖ୍ୟା ୩ ଥିଲା। ୧୯୧୧ ରୁ ୧୯୨୦ ମଧ୍ୟରେ ୧୨ଟି, ୧୯୪୧ ରୁ ୧୯୫୦ ମଧ୍ୟରେ ୧୦ଟି ବାତ୍ୟା ସାମ୍ନା କରିଛି ଓଡ଼ିଶା। ଏ ପ୍ରସଙ୍ଗରେ ସାମୁଦ୍ରିକ ବିଜ୍ଞାନୀ ପ୍ରଫେସର ପ୍ରଦୀପ କୁମାର ମହାନ୍ତି କହିଛନ୍ତି ଯେ, ୧୯୯୯ ମହାବାତ୍ୟା ପରେ ୧୦ ବର୍ଷ ମଧ୍ୟରେ ରାଜ୍ୟ ଆଉ ବାତ୍ୟା ସାମ୍ନା କରିନଥିଲା। ଅଥଚ ୨୦୦୧ରୁ ୨୦୨୦ ମଧ୍ୟରେ ୧୦ଟି ବଡ଼ ବାତ୍ୟା ସହ ୨୭ଟି ବାତ୍ୟା ଓଡ଼ିଶା ଉପକୂଳ ଦେଇ ଯାଇଛି। ନିକଟରେ 'ୟସ୍' କୁ ମିଶାଇଲେ ଏହି ସଂଖ୍ୟା ୪ ହେବ। ଆଉ ଏକ ରିପୋର୍ଟରୁ ଜଣାପଡ଼ିଛି ଓଡ଼ିଶାରେ ୧୦ଟି ଜିଲ୍ଲା ବାତ୍ୟା ପ୍ରବଣ। ଚନ୍ଦ୍ରଭାଗା, ଗଞ୍ଜାମ, ପୁରୀ, ଜଗତସିଂହପୁର, କେନ୍ଦ୍ରାପଡ଼ା, ବାଲେଶ୍ୱର, ଭଦ୍ରକ ଆଦିରେ ବାତ୍ୟା ଆଶଙ୍କା ଅଧିକ। ଗବେଷଣାରୁ ଜଣାପଡ଼ିଛି ମୌସୁମୀ ପରବର୍ତ୍ତୀ ସମୟରେ ଅଧିକ ବାତ୍ୟା ଆସୁଛି ବିପର୍ଯ୍ୟୟ ମୁକାବିଲା କ୍ଷେତ୍ରରେ ଯଦିଓ ରାଜ୍ୟ ସରକାର ଅନେକାଂଶରେ ସକ୍ଷମ ହୋଇଛନ୍ତି ତଥାପି ଏହାର ପ୍ରଭାବ ଅଧିକ ସାଙ୍ଘାତିକ ହେଉଛି। ଏକ ତଥ୍ୟ ମୁତାବକ ୧୮୯୧ରୁ ୧୯୦୦ ମସିହା ମଧ୍ୟରେ ୨୦ଟି ବାତ୍ୟା ସୃଷ୍ଟି ହୋଇଥିବା ବେଳେ ପରବର୍ତ୍ତୀ ଦଶନ୍ଧିରେ ଏହି ବାତ୍ୟା ସଂଖ୍ୟା ୩ ଥିଲା। ୧୯୧୧ରୁ ୧୯୨୦ ମଧ୍ୟରେ ୧୨ଟି, ୧୯୪୧ରୁ ୧୯୫୦ ମଧ୍ୟରେ [246, 149, 478, 552]
article2-title-rule [244, 750, 939, 751]
editorial-section [8, 92, 238, 1450]
website-url[interactable]: www. samparkabarta.in [35, 1435, 211, 1450]
page-number-box [880, 22, 930, 68]
editorial-header [8, 100, 238, 142]
article1-col2: ୧୦ଟି ବାତ୍ୟା ସାମ୍ନା କରିଛି ଓଡ଼ିଶା। ଏ ପ୍ରସଙ୍ଗରେ ସାମୁଦ୍ରିକ ବିଜ୍ଞାନୀ ପ୍ରଫେସର ପ୍ରଦୀପ କୁମାର ମହାନ୍ତି କହିଛନ୍ତି ଯେ, ୧୯୯୯ ମହାବାତ୍ୟା ପରେ ୧୦ ବର୍ଷ ମଧ୍ୟରେ ରାଜ୍ୟ ଆଉ ବାତ୍ୟା ସାମ୍ନା କରିନଥିଲା। ଅଥଚ ୨୦୦୧ରୁ ୨୦୨୦ ମଧ୍ୟରେ ୧୦ଟି ବଡ଼ ବାତ୍ୟା ସହ ୨୭ଟି ବାତ୍ୟା ଓଡ଼ିଶା ଉପକୂଳ ଦେଇ ଯାଇଛି। ନିକଟରେ 'ୟସ୍' କୁ ମିଶାଇଲେ ଏହି ସଂଖ୍ୟା ୪ ହେବ। ଆଉ ଏକ ରିପୋର୍ଟରୁ ଜଣାପଡ଼ିଛି ଓଡ଼ିଶାରେ ୯ଟି ଜିଲ୍ଲା ବାତ୍ୟା ପ୍ରବଣ। ଚନ୍ଦ୍ରଭାଗା, ଗଞ୍ଜାମ, ପୁରୀ, ଜଗତସିଂହପୁର, କେନ୍ଦ୍ରାପଡ଼ା, ବାଲେଶ୍ୱର, ଭଦ୍ରକ ଆଦିରେ ମଧ୍ୟ ଦୁଇ ତିନିଟି ବାତ୍ୟା ଆସୁଛି ଯାହା ସୂଚାଉଛି ଯେ ଓଡ଼ିଶା ଉପକୂଳ ବିପଦରେ ଅଛି। ଗବେଷଣାରୁ ଜଣାପଡ଼ିଛି ମୌସୁମୀ ପରବର୍ତ୍ତୀ ସମୟରେ ଅଧିକ ବାତ୍ୟା ଆସୁଛି ବିପର୍ଯ୍ୟୟ ମୁକାବିଲା କ୍ଷେତ୍ରରେ ଯଦିଓ ରାଜ୍ୟ ସରକାର ଅନେକାଂଶରେ ସକ୍ଷମ ହୋଇଛନ୍ତି ତଥାପି ଏହାର ପ୍ରଭାବ ଅଧିକ ସାଙ୍ଘାତିକ ହେଉଛି। ଭାରତ ଉପମହାଦେଶରେ ସବୁଠାରୁ ପ୍ରବଳଗାମୀ ବାତ୍ୟା ଥିଲା ୧୯୯୯ ମସିହାରେ ଆଘାତ କରିଥିବା ମହାବାତ୍ୟା। ୨୯ ଅକ୍ଟୋବରରେ ସୃଷ୍ଟି ହୋଇ ଏହା ଧୀରେ ଧୀରେ ଶକ୍ତିଶାଳୀ ହୋଇ ମହାବାତ୍ୟା ରୂପ ନେଇଥିଲା। ଜଗତସିଂହପୁର ଜିଲ୍ଲାରେ ଅକ୍ଟୋବର ୨୯ ତାରିଖରେ ଏହା ସ୍ଥଳଭାଗ ଅତିକ୍ରମ କରିଥିଲା। ବାତ୍ୟା ସ୍ଥଳଭାଗରେ ମାଡ଼ ହେବା ସମୟରେ ପବନର ବେଗ ଥିଲା ଘଣ୍ଟା ପ୍ରତି ୨୬୦ କି.ମି। ଫଳରେ ଜଗତସିଂହପୁର ଜିଲ୍ଲା ସମେତ ଉପକୂଳୀୟ ଜିଲ୍ଲାଗୁଡ଼ିକ ଛାରଖାର ହୋଇଯାଇଥିଲା। ବାତ୍ୟା ମାଡ଼ ହେବା ପରେ ସମୁଦ୍ରରେ ପ୍ରାୟ ୧୫ରୁ ୨୦ ଫୁଟ ଉଚ୍ଚ ଢେଉ ଉଠିଥିଲା। ସମୁଦ୍ର ପାଣି ପ୍ରାୟ ୩୫ କି.ମି ପର୍ଯ୍ୟନ୍ତ ଭିତରକୁ ପଶି ଆସିଥିଲା। ଏହି ବାତ୍ୟାରେ ସରକାରୀ ଭାବେ ରାଜ୍ୟରେ ପ୍ରାୟ ୧୦ ହଜାର ଲୋକ ପ୍ରାଣ ହରାଇଥିବା ବେଳେ ୧ କୋଟି ୨୫ ଲକ୍ଷ ଲୋକ ପ୍ରଭାବିତ ହୋଇଥିଲେ। ୧୮ ଲକ୍ଷରୁ ଅଧିକ ଘର ମାଟିରେ ମିଶିଥିଲା। ଅବିଭାଜିତ କଟକ ଜିଲ୍ଲା ସମେତ ସବୁଠାରୁ ବଡ଼ ବାତ୍ୟା ଭାବେ ବେଦବ୍ୟାସ କରାଯାଇଛି। [484, 265, 716, 603]
newspaper-logo[interactable] [18, 21, 208, 67]
website-ad-box[interactable] [8, 1404, 238, 1450]
website-ad-text: ଏବେ "ସଂପର୍କବାର୍ତ୍ତା" ଆପଣଙ୍କ ହାତପାହାନ୍ତାରେ ପଢ଼ିବା ପାଇଁ କ୍ଲିକ୍ କରନ୍ତୁ [13, 1408, 216, 1433]
